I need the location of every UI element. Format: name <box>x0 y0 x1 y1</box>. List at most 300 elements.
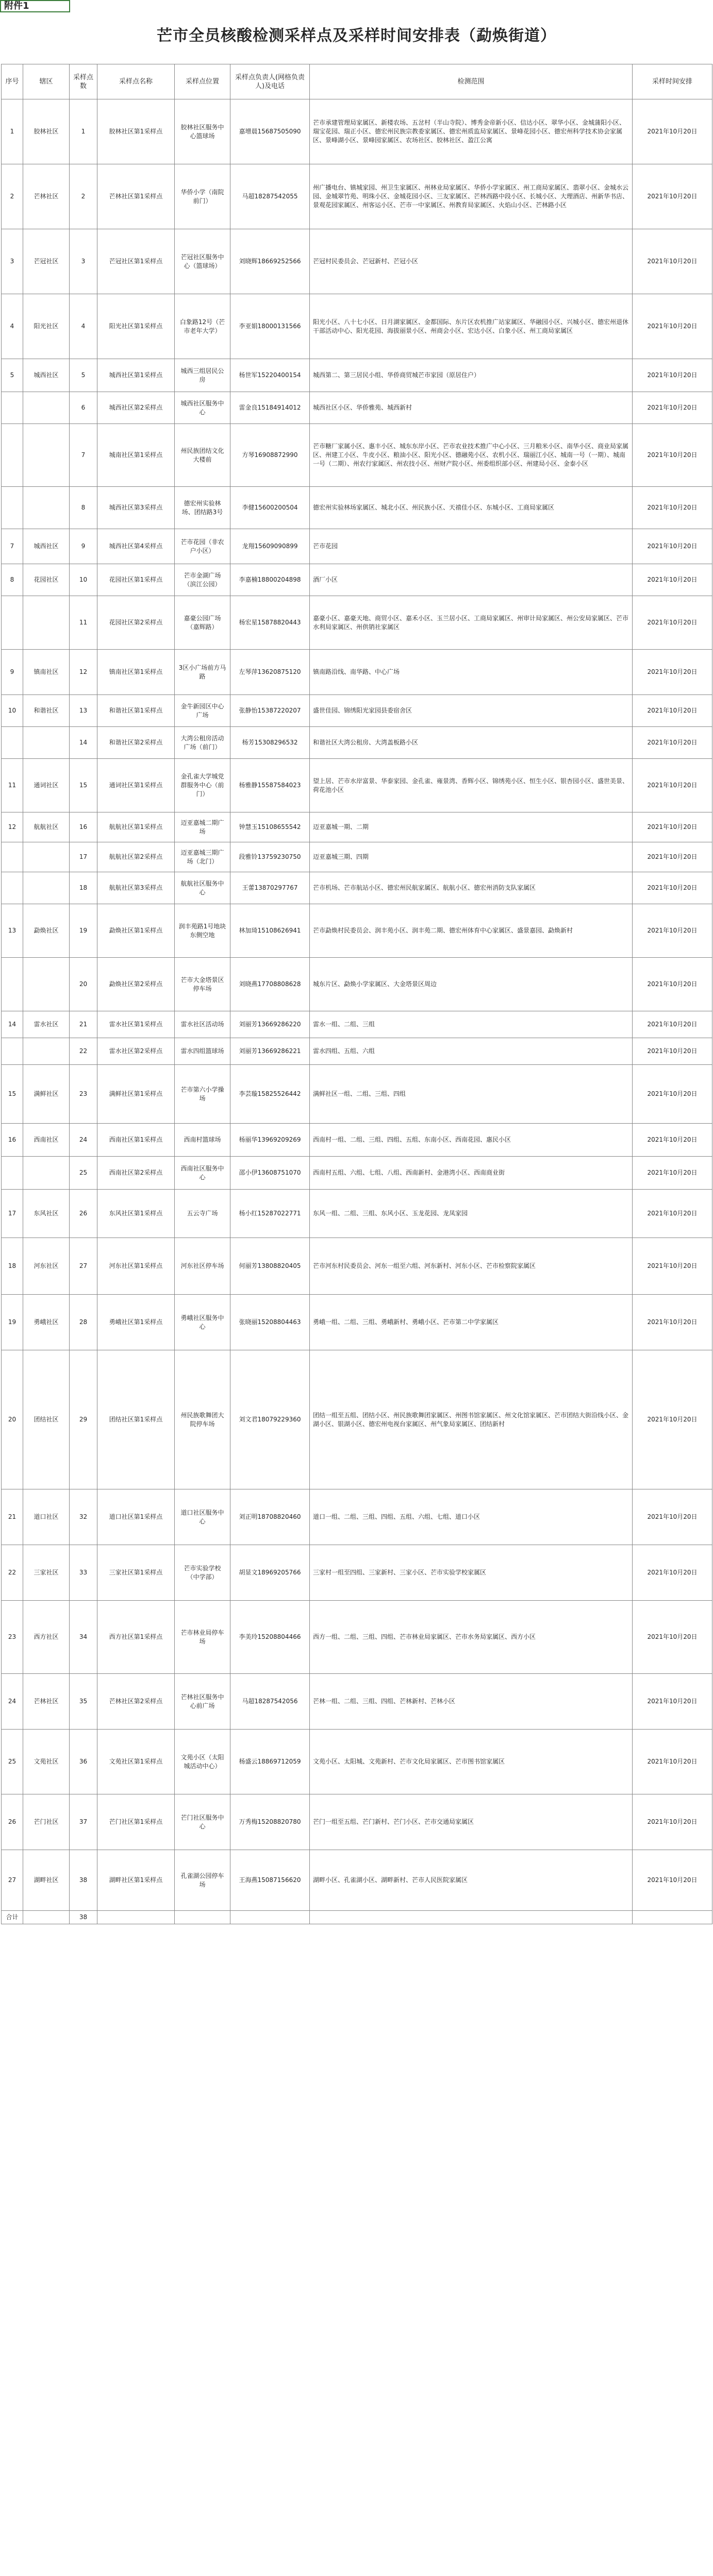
row-time: 2021年10月20日 <box>633 229 712 294</box>
row-time: 2021年10月20日 <box>633 695 712 727</box>
header-time: 采样时间安排 <box>633 64 712 99</box>
row-scope: 西方一组、二组、三组、四组、芒市林业局家属区、芒市水务局家属区、西方小区 <box>310 1601 633 1674</box>
row-community <box>23 424 70 487</box>
row-contact: 李健15600200504 <box>230 487 310 529</box>
row-time: 2021年10月20日 <box>633 99 712 164</box>
row-time: 2021年10月20日 <box>633 529 712 564</box>
row-community: 航航社区 <box>23 812 70 842</box>
row-contact: 杨盛云18869712059 <box>230 1730 310 1794</box>
row-site-name: 勇峨社区第1采样点 <box>97 1295 175 1350</box>
row-time: 2021年10月20日 <box>633 1190 712 1238</box>
table-row <box>2 99 712 164</box>
row-contact: 龙翔15609090899 <box>230 529 310 564</box>
row-seq: 22 <box>2 1545 23 1601</box>
row-scope: 雷水一组、二组、三组 <box>310 1011 633 1038</box>
row-contact: 嘉增晨15687505090 <box>230 99 310 164</box>
table-row <box>2 229 712 294</box>
row-location: 芒林社区服务中心前广场 <box>175 1674 230 1730</box>
row-community: 三家社区 <box>23 1545 70 1601</box>
row-seq: 17 <box>2 1190 23 1238</box>
row-site-name: 雷水社区第1采样点 <box>97 1011 175 1038</box>
row-contact: 刘文君18079229360 <box>230 1350 310 1489</box>
row-community: 满鲜社区 <box>23 1065 70 1124</box>
row-seq <box>2 424 23 487</box>
table-row <box>2 958 712 1011</box>
row-time: 2021年10月20日 <box>633 1545 712 1601</box>
row-seq: 7 <box>2 529 23 564</box>
row-time: 2021年10月20日 <box>633 1065 712 1124</box>
table-row <box>2 1674 712 1730</box>
total-empty-cell <box>230 1911 310 1924</box>
table-row <box>2 1601 712 1674</box>
row-time: 2021年10月20日 <box>633 1794 712 1850</box>
row-seq: 10 <box>2 695 23 727</box>
row-contact: 杨小红15287022771 <box>230 1190 310 1238</box>
row-community <box>23 842 70 872</box>
row-seq: 11 <box>2 759 23 812</box>
row-community <box>23 392 70 424</box>
row-contact: 王蕾13870297767 <box>230 872 310 904</box>
table-row <box>2 812 712 842</box>
header-location: 采样点位置 <box>175 64 230 99</box>
row-time: 2021年10月20日 <box>633 164 712 229</box>
row-seq: 4 <box>2 294 23 359</box>
row-site-no: 29 <box>70 1350 97 1489</box>
row-time: 2021年10月20日 <box>633 1489 712 1545</box>
row-contact: 杨世军15220400154 <box>230 359 310 392</box>
row-community: 阳光社区 <box>23 294 70 359</box>
row-contact: 雷金良15184914012 <box>230 392 310 424</box>
row-location: 文苑小区（太阳城活动中心） <box>175 1730 230 1794</box>
row-time: 2021年10月20日 <box>633 958 712 1011</box>
row-location: 孔雀湖公园停车场 <box>175 1850 230 1911</box>
row-contact: 张静怡15387220207 <box>230 695 310 727</box>
header-site-name: 采样点名称 <box>97 64 175 99</box>
row-location: 芒市实验学校（中学部） <box>175 1545 230 1601</box>
row-site-name: 西南社区第1采样点 <box>97 1124 175 1157</box>
header-seq: 序号 <box>2 64 23 99</box>
row-community: 芒林社区 <box>23 164 70 229</box>
row-time: 2021年10月20日 <box>633 1674 712 1730</box>
row-location: 城西社区服务中心 <box>175 392 230 424</box>
row-location: 芒市第六小学操场 <box>175 1065 230 1124</box>
table-row <box>2 695 712 727</box>
total-row <box>2 1911 712 1924</box>
total-empty-cell <box>97 1911 175 1924</box>
row-contact: 马超18287542056 <box>230 1674 310 1730</box>
row-site-no: 23 <box>70 1065 97 1124</box>
table-row <box>2 294 712 359</box>
row-seq: 25 <box>2 1730 23 1794</box>
row-time: 2021年10月20日 <box>633 872 712 904</box>
row-location: 道口社区服务中心 <box>175 1489 230 1545</box>
row-time: 2021年10月20日 <box>633 1038 712 1065</box>
header-site-no: 采样点数 <box>70 64 97 99</box>
row-scope: 西南村一组、二组、三组、四组、五组、东南小区、西南花园、惠民小区 <box>310 1124 633 1157</box>
row-community: 勐焕社区 <box>23 904 70 958</box>
row-location: 雷水社区活动场 <box>175 1011 230 1038</box>
row-time: 2021年10月20日 <box>633 1730 712 1794</box>
row-scope: 道口一组、二组、三组、四组、五组、六组、七组、道口小区 <box>310 1489 633 1545</box>
row-location: 芒门社区服务中心 <box>175 1794 230 1850</box>
row-location: 白象路12号（芒市老年大学） <box>175 294 230 359</box>
row-seq: 8 <box>2 564 23 596</box>
row-time: 2021年10月20日 <box>633 812 712 842</box>
row-community: 和谐社区 <box>23 695 70 727</box>
row-community: 东风社区 <box>23 1190 70 1238</box>
row-location: 州民族歌舞团大院停车场 <box>175 1350 230 1489</box>
header-community: 辖区 <box>23 64 70 99</box>
row-site-no: 27 <box>70 1238 97 1295</box>
row-site-name: 芒门社区第1采样点 <box>97 1794 175 1850</box>
row-time: 2021年10月20日 <box>633 1601 712 1674</box>
row-community: 雷水社区 <box>23 1011 70 1038</box>
row-location: 芒市林业局停车场 <box>175 1601 230 1674</box>
row-site-no: 10 <box>70 564 97 596</box>
row-seq <box>2 842 23 872</box>
row-site-no: 24 <box>70 1124 97 1157</box>
row-site-name: 城西社区第1采样点 <box>97 359 175 392</box>
row-location: 3区小广场前方马路 <box>175 650 230 695</box>
table-row <box>2 1124 712 1157</box>
row-site-name: 和谐社区第2采样点 <box>97 727 175 759</box>
table-row <box>2 1350 712 1489</box>
row-time: 2021年10月20日 <box>633 1157 712 1190</box>
row-seq <box>2 596 23 650</box>
row-site-name: 勐焕社区第1采样点 <box>97 904 175 958</box>
row-scope: 州广播电台、镇城家园、州卫生家属区、州林业局家属区、华侨小学家属区、州工商局家属区、翡翠小区、金城水云园、金城翠竹苑、明珠小区、金城花园小区、三友家属区、芒林西路中段小区、长城小区、大理酒店、州新华书店、景观花园家属区、州客运小区、芒市一中家属区、州教育局家属区、火焰山小区、芒林路小区 <box>310 164 633 229</box>
row-site-name: 文苑社区第1采样点 <box>97 1730 175 1794</box>
row-scope: 德宏州实验林场家属区、城北小区、州民族小区、天禧佳小区、东城小区、工商局家属区 <box>310 487 633 529</box>
row-site-no: 38 <box>70 1850 97 1911</box>
row-contact: 邵小伊13608751070 <box>230 1157 310 1190</box>
row-site-name: 芒冠社区第1采样点 <box>97 229 175 294</box>
row-community: 芒冠社区 <box>23 229 70 294</box>
table-row <box>2 1238 712 1295</box>
row-time: 2021年10月20日 <box>633 487 712 529</box>
total-count: 38 <box>70 1911 97 1924</box>
row-site-no: 20 <box>70 958 97 1011</box>
row-site-name: 城西社区第3采样点 <box>97 487 175 529</box>
row-time: 2021年10月20日 <box>633 1350 712 1489</box>
table-row <box>2 1730 712 1794</box>
row-time: 2021年10月20日 <box>633 1295 712 1350</box>
row-contact: 杨芳15308296532 <box>230 727 310 759</box>
row-scope: 阳光小区、八十七小区、日月湖家属区、金都国际、东片区农机推广站家属区、华融园小区、兴城小区、德宏州退休干部活动中心、阳光花园、海拔丽景小区、州商会小区、宏达小区、白象小区、州工商局家属区 <box>310 294 633 359</box>
row-site-name: 城西社区第2采样点 <box>97 392 175 424</box>
row-location: 金孔雀大学城党群服务中心（前门） <box>175 759 230 812</box>
row-scope: 嘉豪小区、嘉豪天地、商贸小区、嘉禾小区、玉兰居小区、工商局家属区、州审计局家属区、州公安局家属区、芒市水利局家属区、州供销社家属区 <box>310 596 633 650</box>
row-contact: 刘晓燕17708808628 <box>230 958 310 1011</box>
row-location: 德宏州实验林场、团结路3号 <box>175 487 230 529</box>
table-row <box>2 1011 712 1038</box>
row-community: 湖畔社区 <box>23 1850 70 1911</box>
row-community <box>23 872 70 904</box>
row-community: 城西社区 <box>23 359 70 392</box>
row-site-no: 14 <box>70 727 97 759</box>
row-time: 2021年10月20日 <box>633 1238 712 1295</box>
row-scope: 芒冠村民委员会、芒冠新村、芒冠小区 <box>310 229 633 294</box>
row-site-name: 芒林社区第1采样点 <box>97 164 175 229</box>
row-contact: 刘晓辉18669252566 <box>230 229 310 294</box>
row-seq: 16 <box>2 1124 23 1157</box>
row-seq: 15 <box>2 1065 23 1124</box>
row-community: 文苑社区 <box>23 1730 70 1794</box>
row-time: 2021年10月20日 <box>633 564 712 596</box>
row-scope: 城西第二、第三居民小组、华侨商贸城芒市家园（原居住户） <box>310 359 633 392</box>
row-seq: 24 <box>2 1674 23 1730</box>
row-seq: 3 <box>2 229 23 294</box>
table-row <box>2 359 712 392</box>
row-contact: 胡显文18969205766 <box>230 1545 310 1601</box>
row-scope: 城东片区、勐焕小学家属区、大金塔景区周边 <box>310 958 633 1011</box>
row-site-name: 航航社区第1采样点 <box>97 812 175 842</box>
row-contact: 李芸璇15825526442 <box>230 1065 310 1124</box>
row-location: 城西三组居民公房 <box>175 359 230 392</box>
row-scope: 芒市花园 <box>310 529 633 564</box>
row-community: 城西社区 <box>23 529 70 564</box>
row-site-name: 湖畔社区第1采样点 <box>97 1850 175 1911</box>
table-row <box>2 392 712 424</box>
row-scope: 文苑小区、太阳城、文苑新村、芒市文化局家属区、芒市图书馆家属区 <box>310 1730 633 1794</box>
row-scope: 芒门一组至五组、芒门新村、芒门小区、芒市交通局家属区 <box>310 1794 633 1850</box>
row-contact: 杨雅静15587584023 <box>230 759 310 812</box>
row-site-no: 9 <box>70 529 97 564</box>
row-site-name: 航航社区第2采样点 <box>97 842 175 872</box>
row-location: 华侨小学（南院前门） <box>175 164 230 229</box>
row-site-no: 11 <box>70 596 97 650</box>
row-site-name: 航航社区第3采样点 <box>97 872 175 904</box>
row-contact: 方琴16908872990 <box>230 424 310 487</box>
row-site-name: 满鲜社区第1采样点 <box>97 1065 175 1124</box>
row-time: 2021年10月20日 <box>633 294 712 359</box>
total-label: 合计 <box>2 1911 23 1924</box>
row-seq: 2 <box>2 164 23 229</box>
row-site-name: 团结社区第1采样点 <box>97 1350 175 1489</box>
row-scope: 芒市糖厂家属小区、惠丰小区、城东东岸小区、芒市农业技术推广中心小区、三月粮米小区、南华小区、商业局家属区、州建工小区、牛皮小区、粮油小区、阳光小区、德融苑小区、农机小区、瑞丽江小区、城南一号（一期）、城南一号（二期）、州农行家属区、州农技小区、州财产院小区、州委组织部小区、州建局小区、金泰小区 <box>310 424 633 487</box>
row-location: 迈亚嘉城三期广场（北门） <box>175 842 230 872</box>
row-contact: 王海燕15087156620 <box>230 1850 310 1911</box>
row-scope: 芒市机场、芒市航站小区、德宏州民航家属区、航航小区、德宏州消防支队家属区 <box>310 872 633 904</box>
row-site-no: 26 <box>70 1190 97 1238</box>
row-location: 金牛新园区中心广场 <box>175 695 230 727</box>
table-row <box>2 164 712 229</box>
row-time: 2021年10月20日 <box>633 1124 712 1157</box>
row-location: 大湾公租房活动广场（前门） <box>175 727 230 759</box>
row-contact: 李亚娟18000131566 <box>230 294 310 359</box>
row-community: 西方社区 <box>23 1601 70 1674</box>
row-seq: 12 <box>2 812 23 842</box>
total-empty-cell <box>23 1911 70 1924</box>
table-row <box>2 1157 712 1190</box>
row-seq: 23 <box>2 1601 23 1674</box>
row-scope: 三家村一组至四组、三家新村、三家小区、芒市实验学校家属区 <box>310 1545 633 1601</box>
row-scope: 满鲜社区一组、二组、三组、四组 <box>310 1065 633 1124</box>
table-row <box>2 650 712 695</box>
page-title: 芒市全员核酸检测采样点及采样时间安排表（勐焕街道） <box>157 27 556 45</box>
row-community: 通词社区 <box>23 759 70 812</box>
table-row <box>2 1794 712 1850</box>
row-seq: 9 <box>2 650 23 695</box>
row-location: 芒市花园（非农户小区） <box>175 529 230 564</box>
row-seq <box>2 958 23 1011</box>
row-site-no: 37 <box>70 1794 97 1850</box>
row-location: 雷水四组篮球场 <box>175 1038 230 1065</box>
row-community: 道口社区 <box>23 1489 70 1545</box>
row-scope: 和谐社区大湾公租房、大湾盖板路小区 <box>310 727 633 759</box>
row-site-no: 33 <box>70 1545 97 1601</box>
header-contact: 采样点负责人(网格负责人)及电话 <box>230 64 310 99</box>
row-scope: 酒厂小区 <box>310 564 633 596</box>
total-empty-cell <box>175 1911 230 1924</box>
row-community: 河东社区 <box>23 1238 70 1295</box>
table-row <box>2 487 712 529</box>
row-site-name: 镇南社区第1采样点 <box>97 650 175 695</box>
row-site-name: 通词社区第1采样点 <box>97 759 175 812</box>
row-location: 勇峨社区服务中心 <box>175 1295 230 1350</box>
row-site-name: 城南社区第1采样点 <box>97 424 175 487</box>
attachment-label: 附件1 <box>0 0 70 12</box>
table-row <box>2 596 712 650</box>
row-location: 航航社区服务中心 <box>175 872 230 904</box>
row-seq <box>2 487 23 529</box>
row-seq: 21 <box>2 1489 23 1545</box>
row-time: 2021年10月20日 <box>633 727 712 759</box>
row-contact: 刘正明18708820460 <box>230 1489 310 1545</box>
row-scope: 团结一组至五组、团结小区、州民族歌舞团家属区、州图书馆家属区、州文化馆家属区、芒市团结大街沿线小区、金湖小区、银湖小区、德宏州电视台家属区、州气象局家属区、团结新村 <box>310 1350 633 1489</box>
row-location: 河东社区停车场 <box>175 1238 230 1295</box>
row-site-name: 花园社区第1采样点 <box>97 564 175 596</box>
row-site-no: 15 <box>70 759 97 812</box>
row-site-no: 5 <box>70 359 97 392</box>
row-contact: 马超18287542055 <box>230 164 310 229</box>
row-site-no: 18 <box>70 872 97 904</box>
row-community: 镇南社区 <box>23 650 70 695</box>
row-community <box>23 1038 70 1065</box>
row-seq: 20 <box>2 1350 23 1489</box>
row-scope: 芒市承建管理局家属区、新楼农场、五岔村（半山寺院）、博秀金帝新小区、信达小区、翠华小区、金城蒲阳小区、瑞宝花园、瑞正小区、德宏州民族宗教委家属区、德宏州质监局家属区、景峰花园小区、德宏州科学技术协会家属区、景峰湖小区、景峰园家属区、农场社区、胶林社区、盈江公寓 <box>310 99 633 164</box>
row-seq <box>2 1038 23 1065</box>
row-site-name: 西南社区第2采样点 <box>97 1157 175 1190</box>
row-scope: 芒市河东村民委员会、河东一组至六组、河东新村、河东小区、芒市检察院家属区 <box>310 1238 633 1295</box>
table-row <box>2 1190 712 1238</box>
row-community: 勇峨社区 <box>23 1295 70 1350</box>
row-community <box>23 727 70 759</box>
row-site-no: 4 <box>70 294 97 359</box>
row-scope: 芒林一组、二组、三组、四组、芒林新村、芒林小区 <box>310 1674 633 1730</box>
row-scope: 城西社区小区、华侨雅苑、城西新村 <box>310 392 633 424</box>
table-row <box>2 1295 712 1350</box>
row-time: 2021年10月20日 <box>633 1011 712 1038</box>
row-site-name: 东风社区第1采样点 <box>97 1190 175 1238</box>
table-row <box>2 904 712 958</box>
row-site-name: 西方社区第1采样点 <box>97 1601 175 1674</box>
row-community: 芒门社区 <box>23 1794 70 1850</box>
row-location: 西南村篮球场 <box>175 1124 230 1157</box>
row-time: 2021年10月20日 <box>633 842 712 872</box>
row-site-no: 12 <box>70 650 97 695</box>
row-seq <box>2 1157 23 1190</box>
row-seq <box>2 392 23 424</box>
row-time: 2021年10月20日 <box>633 424 712 487</box>
table-header-row <box>2 64 712 99</box>
row-contact: 李美玲15208804466 <box>230 1601 310 1674</box>
row-site-no: 22 <box>70 1038 97 1065</box>
row-seq <box>2 727 23 759</box>
table-row <box>2 1065 712 1124</box>
row-location: 迈亚嘉城二期广场 <box>175 812 230 842</box>
total-empty-cell <box>310 1911 633 1924</box>
row-scope: 雷水四组、五组、六组 <box>310 1038 633 1065</box>
row-seq: 14 <box>2 1011 23 1038</box>
row-seq: 1 <box>2 99 23 164</box>
row-time: 2021年10月20日 <box>633 650 712 695</box>
row-time: 2021年10月20日 <box>633 904 712 958</box>
row-site-name: 河东社区第1采样点 <box>97 1238 175 1295</box>
row-site-name: 芒林社区第2采样点 <box>97 1674 175 1730</box>
row-community <box>23 1157 70 1190</box>
row-location: 芒市大金塔景区停车场 <box>175 958 230 1011</box>
row-contact: 杨宏星15878820443 <box>230 596 310 650</box>
row-contact: 刘丽芳13669286220 <box>230 1011 310 1038</box>
row-scope: 勇峨一组、二组、三组、勇峨新村、勇峨小区、芒市第二中学家属区 <box>310 1295 633 1350</box>
row-seq: 27 <box>2 1850 23 1911</box>
row-location: 芒市金湖广场（滨江公园） <box>175 564 230 596</box>
row-community <box>23 487 70 529</box>
row-location: 嘉豪公园广场（嘉辉路） <box>175 596 230 650</box>
row-contact: 杨丽华13969209269 <box>230 1124 310 1157</box>
row-site-no: 2 <box>70 164 97 229</box>
row-contact: 张晓丽15208804463 <box>230 1295 310 1350</box>
row-site-no: 21 <box>70 1011 97 1038</box>
row-location: 润丰苑路1号地块东侧空地 <box>175 904 230 958</box>
row-community: 花园社区 <box>23 564 70 596</box>
row-time: 2021年10月20日 <box>633 759 712 812</box>
total-empty-cell <box>633 1911 712 1924</box>
row-site-name: 花园社区第2采样点 <box>97 596 175 650</box>
table-row <box>2 1545 712 1601</box>
table-row <box>2 759 712 812</box>
table-row <box>2 727 712 759</box>
row-scope: 东风一组、二组、三组、东风小区、玉龙花园、龙凤家园 <box>310 1190 633 1238</box>
row-site-no: 36 <box>70 1730 97 1794</box>
row-site-name: 和谐社区第1采样点 <box>97 695 175 727</box>
row-site-no: 16 <box>70 812 97 842</box>
row-site-no: 3 <box>70 229 97 294</box>
row-seq: 26 <box>2 1794 23 1850</box>
table-row <box>2 842 712 872</box>
row-contact: 万秀梅15208820780 <box>230 1794 310 1850</box>
row-site-name: 三家社区第1采样点 <box>97 1545 175 1601</box>
table-row <box>2 529 712 564</box>
row-seq: 18 <box>2 1238 23 1295</box>
row-seq: 5 <box>2 359 23 392</box>
row-scope: 望上居、芒市水岸富景、华泰家园、金孔雀、雍景湾、香辉小区、锦绣苑小区、恒生小区、银杏园小区、盛世美景、荷花池小区 <box>310 759 633 812</box>
row-scope: 盛世佳园、锦绣阳光家园县委宿舍区 <box>310 695 633 727</box>
row-community <box>23 596 70 650</box>
row-scope: 迈亚嘉城三期、四期 <box>310 842 633 872</box>
row-community: 西南社区 <box>23 1124 70 1157</box>
row-time: 2021年10月20日 <box>633 359 712 392</box>
row-site-no: 34 <box>70 1601 97 1674</box>
row-community: 芒林社区 <box>23 1674 70 1730</box>
table-row <box>2 424 712 487</box>
row-contact: 刘丽芳13669286221 <box>230 1038 310 1065</box>
row-site-no: 8 <box>70 487 97 529</box>
row-location: 州民族团结文化大楼前 <box>175 424 230 487</box>
row-site-no: 32 <box>70 1489 97 1545</box>
row-community <box>23 958 70 1011</box>
